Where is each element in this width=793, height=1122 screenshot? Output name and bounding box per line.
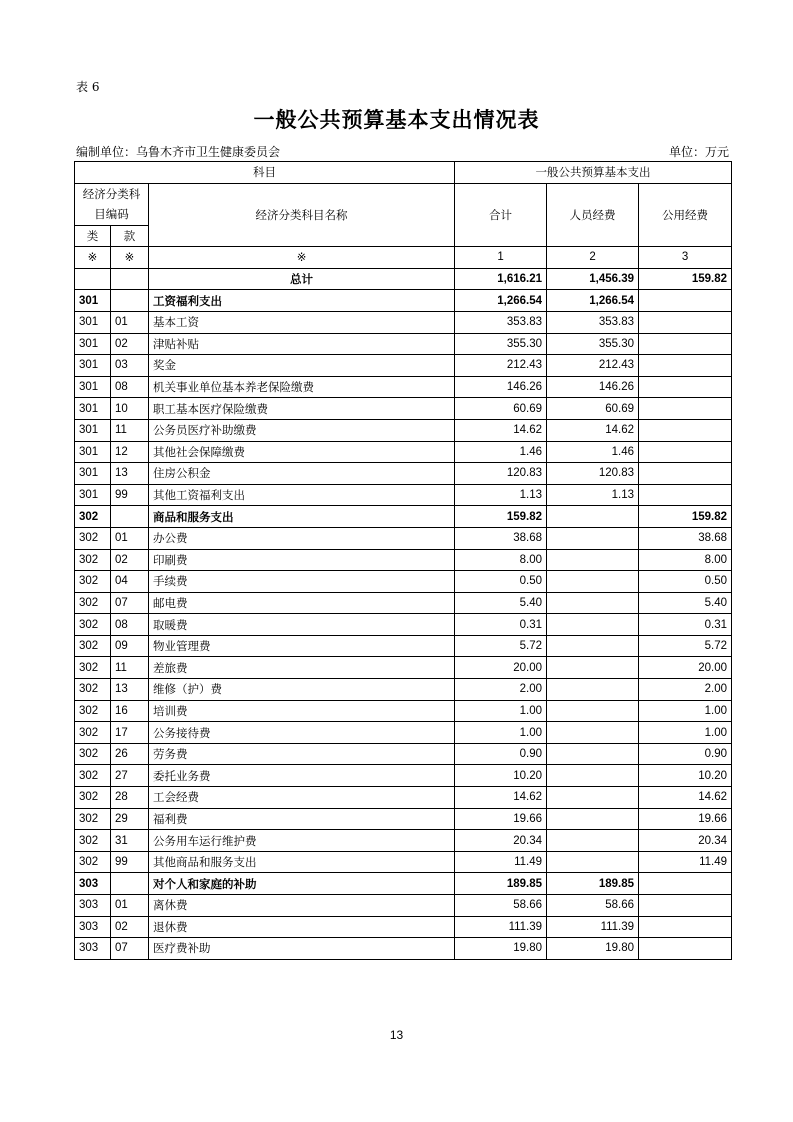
public-amount-cell: 14.62 bbox=[639, 787, 732, 809]
item-code-cell: 99 bbox=[111, 484, 149, 506]
item-code-cell: 13 bbox=[111, 463, 149, 485]
subject-name-cell: 其他工资福利支出 bbox=[149, 484, 455, 506]
subject-name-cell: 津贴补贴 bbox=[149, 333, 455, 355]
table-row bbox=[75, 679, 732, 701]
subject-name-cell: 福利费 bbox=[149, 808, 455, 830]
class-code-cell: 302 bbox=[75, 506, 111, 528]
class-code-cell: 302 bbox=[75, 851, 111, 873]
item-code-cell: 02 bbox=[111, 549, 149, 571]
total-amount-cell: 19.80 bbox=[455, 938, 547, 960]
subject-name-cell: 职工基本医疗保险缴费 bbox=[149, 398, 455, 420]
total-amount-cell: 159.82 bbox=[455, 506, 547, 528]
subject-name-cell: 物业管理费 bbox=[149, 635, 455, 657]
class-code-cell: 302 bbox=[75, 722, 111, 744]
class-code-cell: 302 bbox=[75, 549, 111, 571]
public-amount-cell: 0.90 bbox=[639, 743, 732, 765]
class-code-cell: 302 bbox=[75, 743, 111, 765]
subject-name-cell: 奖金 bbox=[149, 355, 455, 377]
public-amount-cell: 5.72 bbox=[639, 635, 732, 657]
table-row bbox=[75, 419, 732, 441]
item-code-cell: 01 bbox=[111, 895, 149, 917]
table-row bbox=[75, 592, 732, 614]
class-code-cell: 302 bbox=[75, 808, 111, 830]
public-amount-cell bbox=[639, 463, 732, 485]
total-amount-cell: 212.43 bbox=[455, 355, 547, 377]
item-code-cell bbox=[111, 506, 149, 528]
personnel-amount-cell: 120.83 bbox=[547, 463, 639, 485]
table-row bbox=[75, 527, 732, 549]
class-code-cell: 301 bbox=[75, 290, 111, 312]
class-code-cell: 302 bbox=[75, 571, 111, 593]
total-amount: 1,616.21 bbox=[455, 268, 547, 290]
total-amount-cell: 19.66 bbox=[455, 808, 547, 830]
subject-name-cell: 机关事业单位基本养老保险缴费 bbox=[149, 376, 455, 398]
empty-cell bbox=[111, 268, 149, 290]
table-row bbox=[75, 506, 732, 528]
class-code-cell: 301 bbox=[75, 484, 111, 506]
table-row bbox=[75, 571, 732, 593]
personnel-amount-cell bbox=[547, 527, 639, 549]
table-row bbox=[75, 787, 732, 809]
item-code-cell: 13 bbox=[111, 679, 149, 701]
personnel-amount-cell: 1.46 bbox=[547, 441, 639, 463]
total-amount-cell: 0.90 bbox=[455, 743, 547, 765]
table-row bbox=[75, 635, 732, 657]
item-code-cell: 12 bbox=[111, 441, 149, 463]
subject-name-cell: 维修（护）费 bbox=[149, 679, 455, 701]
personnel-header: 人员经费 bbox=[547, 183, 639, 247]
total-amount-cell: 353.83 bbox=[455, 311, 547, 333]
public-amount-cell bbox=[639, 290, 732, 312]
personnel-amount-cell bbox=[547, 506, 639, 528]
econ-code-header: 经济分类科目编码 bbox=[75, 183, 149, 225]
marker-cell: ※ bbox=[149, 247, 455, 269]
total-amount-cell: 5.72 bbox=[455, 635, 547, 657]
total-amount-cell: 146.26 bbox=[455, 376, 547, 398]
table-row bbox=[75, 549, 732, 571]
personnel-amount-cell bbox=[547, 743, 639, 765]
total-public: 159.82 bbox=[639, 268, 732, 290]
table-row bbox=[75, 398, 732, 420]
class-code-cell: 301 bbox=[75, 441, 111, 463]
total-amount-cell: 10.20 bbox=[455, 765, 547, 787]
subject-name-cell: 其他商品和服务支出 bbox=[149, 851, 455, 873]
total-amount-cell: 60.69 bbox=[455, 398, 547, 420]
item-code-cell: 02 bbox=[111, 916, 149, 938]
subject-name-cell: 培训费 bbox=[149, 700, 455, 722]
personnel-amount-cell: 212.43 bbox=[547, 355, 639, 377]
personnel-amount-cell bbox=[547, 808, 639, 830]
table-row bbox=[75, 700, 732, 722]
header-row-4 bbox=[75, 247, 732, 269]
subject-name-cell: 工会经费 bbox=[149, 787, 455, 809]
subject-header: 科目 bbox=[75, 162, 455, 184]
table-row bbox=[75, 808, 732, 830]
subject-name-cell: 取暖费 bbox=[149, 614, 455, 636]
item-code-cell: 08 bbox=[111, 614, 149, 636]
personnel-amount-cell: 58.66 bbox=[547, 895, 639, 917]
empty-cell bbox=[75, 268, 111, 290]
item-code-cell: 10 bbox=[111, 398, 149, 420]
total-amount-cell: 38.68 bbox=[455, 527, 547, 549]
total-label: 总计 bbox=[149, 268, 455, 290]
class-code-cell: 301 bbox=[75, 333, 111, 355]
subject-name-cell: 差旅费 bbox=[149, 657, 455, 679]
public-amount-cell: 2.00 bbox=[639, 679, 732, 701]
personnel-amount-cell bbox=[547, 549, 639, 571]
public-amount-cell: 1.00 bbox=[639, 700, 732, 722]
public-amount-cell: 20.00 bbox=[639, 657, 732, 679]
total-amount-cell: 14.62 bbox=[455, 787, 547, 809]
class-code-cell: 301 bbox=[75, 398, 111, 420]
class-code-cell: 302 bbox=[75, 787, 111, 809]
personnel-amount-cell bbox=[547, 657, 639, 679]
item-code-cell: 07 bbox=[111, 938, 149, 960]
subject-name-cell: 办公费 bbox=[149, 527, 455, 549]
subject-name-cell: 工资福利支出 bbox=[149, 290, 455, 312]
item-code-cell: 09 bbox=[111, 635, 149, 657]
item-code-cell bbox=[111, 290, 149, 312]
subject-name-cell: 劳务费 bbox=[149, 743, 455, 765]
class-code-cell: 302 bbox=[75, 700, 111, 722]
class-code-cell: 301 bbox=[75, 376, 111, 398]
subject-name-cell: 手续费 bbox=[149, 571, 455, 593]
item-code-cell: 03 bbox=[111, 355, 149, 377]
subject-name-cell: 医疗费补助 bbox=[149, 938, 455, 960]
table-row bbox=[75, 851, 732, 873]
personnel-amount-cell: 111.39 bbox=[547, 916, 639, 938]
column-index-1: 1 bbox=[455, 247, 547, 269]
personnel-amount-cell: 14.62 bbox=[547, 419, 639, 441]
personnel-amount-cell bbox=[547, 635, 639, 657]
public-amount-cell: 0.50 bbox=[639, 571, 732, 593]
personnel-amount-cell: 146.26 bbox=[547, 376, 639, 398]
header-row-1 bbox=[75, 162, 732, 184]
item-code-cell: 31 bbox=[111, 830, 149, 852]
class-code-cell: 301 bbox=[75, 311, 111, 333]
total-personnel: 1,456.39 bbox=[547, 268, 639, 290]
class-code-cell: 302 bbox=[75, 830, 111, 852]
item-code-cell: 17 bbox=[111, 722, 149, 744]
table-row bbox=[75, 290, 732, 312]
personnel-amount-cell bbox=[547, 679, 639, 701]
total-amount-cell: 11.49 bbox=[455, 851, 547, 873]
table-number: 表 6 bbox=[76, 80, 100, 94]
public-amount-cell bbox=[639, 938, 732, 960]
total-amount-cell: 111.39 bbox=[455, 916, 547, 938]
table-row bbox=[75, 830, 732, 852]
total-amount-cell: 14.62 bbox=[455, 419, 547, 441]
personnel-amount-cell bbox=[547, 571, 639, 593]
public-amount-cell bbox=[639, 333, 732, 355]
table-row bbox=[75, 657, 732, 679]
public-amount-cell bbox=[639, 419, 732, 441]
public-amount-cell: 0.31 bbox=[639, 614, 732, 636]
personnel-amount-cell bbox=[547, 765, 639, 787]
class-code-cell: 303 bbox=[75, 895, 111, 917]
marker-cell: ※ bbox=[75, 247, 111, 269]
item-header: 款 bbox=[111, 225, 149, 247]
total-amount-cell: 2.00 bbox=[455, 679, 547, 701]
item-code-cell: 01 bbox=[111, 527, 149, 549]
subject-name-cell: 公务用车运行维护费 bbox=[149, 830, 455, 852]
subject-name-cell: 离休费 bbox=[149, 895, 455, 917]
item-code-cell: 01 bbox=[111, 311, 149, 333]
personnel-amount-cell: 1.13 bbox=[547, 484, 639, 506]
subject-name-cell: 公务员医疗补助缴费 bbox=[149, 419, 455, 441]
personnel-amount-cell: 355.30 bbox=[547, 333, 639, 355]
personnel-amount-cell bbox=[547, 830, 639, 852]
public-amount-cell bbox=[639, 895, 732, 917]
table-row bbox=[75, 743, 732, 765]
class-code-cell: 302 bbox=[75, 592, 111, 614]
class-code-cell: 302 bbox=[75, 765, 111, 787]
public-amount-cell bbox=[639, 916, 732, 938]
total-amount-cell: 8.00 bbox=[455, 549, 547, 571]
class-code-cell: 302 bbox=[75, 614, 111, 636]
class-code-cell: 302 bbox=[75, 657, 111, 679]
currency-unit: 单位：万元 bbox=[668, 145, 729, 159]
item-code-cell: 99 bbox=[111, 851, 149, 873]
class-code-cell: 303 bbox=[75, 938, 111, 960]
public-amount-cell bbox=[639, 484, 732, 506]
item-code-cell: 04 bbox=[111, 571, 149, 593]
public-amount-cell bbox=[639, 441, 732, 463]
public-amount-cell: 11.49 bbox=[639, 851, 732, 873]
class-code-cell: 301 bbox=[75, 355, 111, 377]
page-title: 一般公共预算基本支出情况表 bbox=[253, 107, 540, 132]
item-code-cell: 29 bbox=[111, 808, 149, 830]
public-amount-cell: 20.34 bbox=[639, 830, 732, 852]
public-amount-cell bbox=[639, 376, 732, 398]
total-amount-cell: 20.00 bbox=[455, 657, 547, 679]
table-row bbox=[75, 463, 732, 485]
table-row bbox=[75, 614, 732, 636]
total-amount-cell: 0.31 bbox=[455, 614, 547, 636]
class-code-cell: 302 bbox=[75, 679, 111, 701]
personnel-amount-cell: 60.69 bbox=[547, 398, 639, 420]
total-amount-cell: 0.50 bbox=[455, 571, 547, 593]
table-row bbox=[75, 722, 732, 744]
class-code-cell: 302 bbox=[75, 635, 111, 657]
item-code-cell: 08 bbox=[111, 376, 149, 398]
personnel-amount-cell: 19.80 bbox=[547, 938, 639, 960]
item-code-cell: 02 bbox=[111, 333, 149, 355]
class-code-cell: 303 bbox=[75, 873, 111, 895]
personnel-amount-cell bbox=[547, 592, 639, 614]
total-amount-cell: 1,266.54 bbox=[455, 290, 547, 312]
personnel-amount-cell bbox=[547, 851, 639, 873]
public-amount-cell: 10.20 bbox=[639, 765, 732, 787]
subject-name-cell: 基本工资 bbox=[149, 311, 455, 333]
compiling-unit: 编制单位：乌鲁木齐市卫生健康委员会 bbox=[76, 145, 281, 159]
subject-name-cell: 邮电费 bbox=[149, 592, 455, 614]
column-index-3: 3 bbox=[639, 247, 732, 269]
table-row bbox=[75, 333, 732, 355]
class-code-cell: 302 bbox=[75, 527, 111, 549]
total-amount-cell: 189.85 bbox=[455, 873, 547, 895]
table-row bbox=[75, 376, 732, 398]
table-row bbox=[75, 938, 732, 960]
subject-name-cell: 印刷费 bbox=[149, 549, 455, 571]
item-code-cell: 28 bbox=[111, 787, 149, 809]
public-amount-cell bbox=[639, 311, 732, 333]
personnel-amount-cell: 1,266.54 bbox=[547, 290, 639, 312]
subject-name-cell: 公务接待费 bbox=[149, 722, 455, 744]
item-code-cell: 26 bbox=[111, 743, 149, 765]
table-row bbox=[75, 441, 732, 463]
personnel-amount-cell bbox=[547, 722, 639, 744]
total-amount-cell: 5.40 bbox=[455, 592, 547, 614]
table-row bbox=[75, 873, 732, 895]
table-row bbox=[75, 355, 732, 377]
item-code-cell: 11 bbox=[111, 419, 149, 441]
public-amount-cell bbox=[639, 873, 732, 895]
total-header: 合计 bbox=[455, 183, 547, 247]
public-header: 公用经费 bbox=[639, 183, 732, 247]
public-amount-cell: 8.00 bbox=[639, 549, 732, 571]
subject-name-cell: 对个人和家庭的补助 bbox=[149, 873, 455, 895]
subject-name-cell: 商品和服务支出 bbox=[149, 506, 455, 528]
public-amount-cell: 159.82 bbox=[639, 506, 732, 528]
total-amount-cell: 120.83 bbox=[455, 463, 547, 485]
personnel-amount-cell bbox=[547, 787, 639, 809]
page-number: 13 bbox=[389, 1028, 404, 1042]
table-row bbox=[75, 916, 732, 938]
public-amount-cell bbox=[639, 355, 732, 377]
header-row-2 bbox=[75, 183, 732, 225]
marker-cell: ※ bbox=[111, 247, 149, 269]
total-amount-cell: 58.66 bbox=[455, 895, 547, 917]
personnel-amount-cell bbox=[547, 700, 639, 722]
budget-table bbox=[74, 161, 732, 960]
class-code-cell: 301 bbox=[75, 463, 111, 485]
table-row bbox=[75, 311, 732, 333]
econ-name-header: 经济分类科目名称 bbox=[149, 183, 455, 247]
table-row bbox=[75, 895, 732, 917]
subject-name-cell: 住房公积金 bbox=[149, 463, 455, 485]
total-amount-cell: 1.00 bbox=[455, 722, 547, 744]
public-amount-cell: 19.66 bbox=[639, 808, 732, 830]
item-code-cell: 16 bbox=[111, 700, 149, 722]
total-amount-cell: 1.46 bbox=[455, 441, 547, 463]
total-row bbox=[75, 268, 732, 290]
personnel-amount-cell: 353.83 bbox=[547, 311, 639, 333]
item-code-cell: 07 bbox=[111, 592, 149, 614]
subject-name-cell: 退休费 bbox=[149, 916, 455, 938]
basic-expenditure-header: 一般公共预算基本支出 bbox=[455, 162, 732, 184]
public-amount-cell: 1.00 bbox=[639, 722, 732, 744]
total-amount-cell: 20.34 bbox=[455, 830, 547, 852]
class-header: 类 bbox=[75, 225, 111, 247]
table-row bbox=[75, 765, 732, 787]
public-amount-cell: 38.68 bbox=[639, 527, 732, 549]
total-amount-cell: 1.00 bbox=[455, 700, 547, 722]
total-amount-cell: 355.30 bbox=[455, 333, 547, 355]
class-code-cell: 301 bbox=[75, 419, 111, 441]
total-amount-cell: 1.13 bbox=[455, 484, 547, 506]
class-code-cell: 303 bbox=[75, 916, 111, 938]
subject-name-cell: 委托业务费 bbox=[149, 765, 455, 787]
column-index-2: 2 bbox=[547, 247, 639, 269]
subject-name-cell: 其他社会保障缴费 bbox=[149, 441, 455, 463]
item-code-cell: 11 bbox=[111, 657, 149, 679]
item-code-cell bbox=[111, 873, 149, 895]
table-row bbox=[75, 484, 732, 506]
item-code-cell: 27 bbox=[111, 765, 149, 787]
public-amount-cell bbox=[639, 398, 732, 420]
personnel-amount-cell bbox=[547, 614, 639, 636]
personnel-amount-cell: 189.85 bbox=[547, 873, 639, 895]
public-amount-cell: 5.40 bbox=[639, 592, 732, 614]
